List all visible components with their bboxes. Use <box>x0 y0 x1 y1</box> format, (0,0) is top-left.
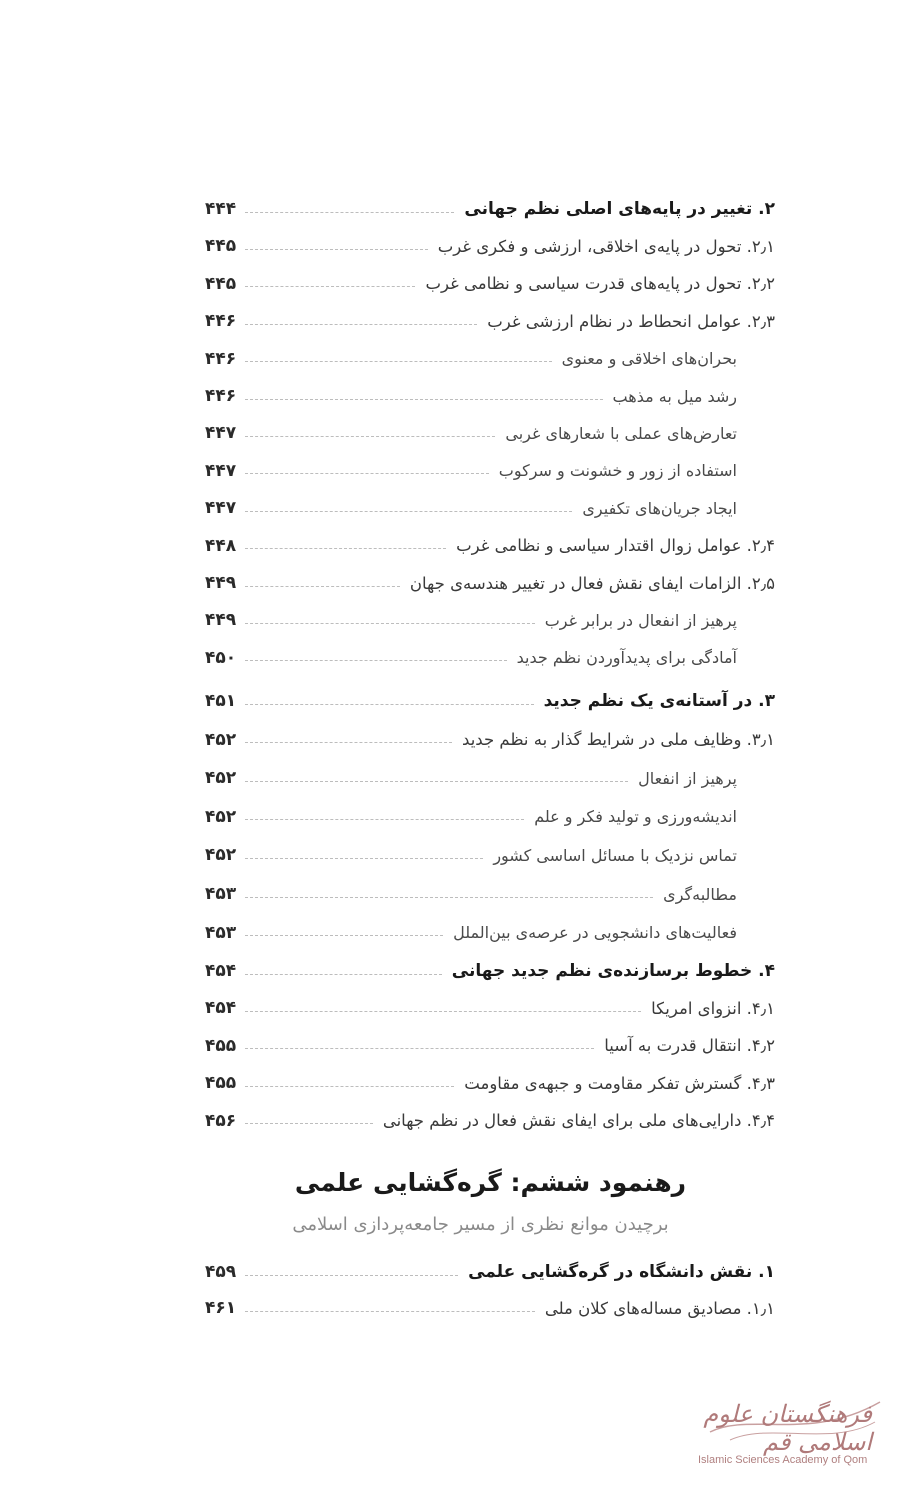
toc-entry <box>205 993 775 1023</box>
chapter-subtitle: برچیدن موانع نظری از مسیر جامعه‌پردازی اسلامی <box>292 1214 669 1235</box>
toc-entry-page: ۴۴۷ <box>205 498 237 519</box>
toc-entry <box>205 1068 775 1098</box>
toc-entry <box>205 1106 775 1136</box>
toc-entry-page: ۴۴۹ <box>205 610 237 631</box>
toc-entry-title: ۲٫۳. عوامل انحطاط در نظام ارزشی غرب <box>487 311 775 331</box>
toc-entry-title: پرهیز از انفعال <box>638 768 737 788</box>
toc-entry-page: ۴۵۲ <box>205 806 237 827</box>
toc-entry-title: تماس نزدیک با مسائل اساسی کشور <box>493 845 737 865</box>
toc-leader-dots <box>245 935 443 936</box>
toc-leader-dots <box>245 361 552 362</box>
toc-entry <box>205 194 775 224</box>
toc-entry-page: ۴۴۷ <box>205 460 237 481</box>
toc-entry-page: ۴۵۵ <box>205 1073 237 1094</box>
toc-leader-dots <box>245 819 524 820</box>
toc-entry <box>205 306 775 336</box>
toc-entry <box>205 1257 775 1287</box>
toc-entry-title: فعالیت‌های دانشجویی در عرصه‌ی بین‌الملل <box>453 923 737 943</box>
toc-entry-page: ۴۵۲ <box>205 768 237 789</box>
toc-entry-title: مطالبه‌گری <box>663 884 737 904</box>
toc-entry-title: ۲. تغییر در پایه‌های اصلی نظم جهانی <box>464 199 775 219</box>
toc-entry <box>205 840 775 870</box>
toc-entry <box>205 802 775 832</box>
toc-entry-title: ۴٫۳. گسترش تفکر مقاومت و جبهه‌ی مقاومت <box>464 1073 775 1093</box>
toc-leader-dots <box>245 1311 535 1312</box>
toc-leader-dots <box>245 1086 454 1087</box>
toc-entry <box>205 956 775 986</box>
toc-entry-page: ۴۴۶ <box>205 348 237 369</box>
toc-entry-page: ۴۴۹ <box>205 573 237 593</box>
toc-leader-dots <box>245 586 400 587</box>
toc-leader-dots <box>245 1275 458 1276</box>
toc-entry <box>205 381 775 411</box>
toc-leader-dots <box>245 548 446 549</box>
toc-entry <box>205 605 775 635</box>
toc-entry-title: ۴. خطوط برسازنده‌ی نظم جدید جهانی <box>451 961 775 981</box>
toc-entry-page: ۴۵۵ <box>205 1035 237 1056</box>
toc-entry <box>205 1293 775 1323</box>
logo-script-text: فرهنگستان علوم اسلامی قم <box>703 1400 872 1456</box>
toc-leader-dots <box>245 511 572 512</box>
toc-entry-title: ۳. در آستانه‌ی یک نظم جدید <box>543 691 775 711</box>
toc-entry-title: پرهیز از انفعال در برابر غرب <box>544 610 737 630</box>
toc-entry-title: استفاده از زور و خشونت و سرکوب <box>498 461 737 481</box>
chapter-title: رهنمود ششم: گره‌گشایی علمی <box>294 1168 687 1197</box>
toc-entry-page: ۴۶۱ <box>205 1298 237 1318</box>
toc-entry <box>205 231 775 261</box>
toc-entry-page: ۴۴۵ <box>205 273 237 294</box>
toc-entry-page: ۴۴۸ <box>205 535 237 556</box>
toc-leader-dots <box>245 704 534 705</box>
toc-leader-dots <box>245 249 428 250</box>
toc-entry-title: ۴٫۴. دارایی‌های ملی برای ایفای نقش فعال در نظم جهانی <box>382 1111 775 1131</box>
toc-entry-page: ۴۵۰ <box>205 647 237 668</box>
toc-entry <box>205 344 775 374</box>
toc-entry-title: ۲٫۲. تحول در پایه‌های قدرت سیاسی و نظامی غرب <box>425 274 775 294</box>
toc-leader-dots <box>245 742 452 743</box>
toc-leader-dots <box>245 286 415 287</box>
toc-entry-page: ۴۵۱ <box>205 691 237 711</box>
toc-entry <box>205 918 775 948</box>
toc-entry-title: ۲٫۵. الزامات ایفای نقش فعال در تغییر هندسه‌ی جهان <box>409 573 775 593</box>
toc-entry <box>205 686 775 716</box>
toc-leader-dots <box>245 399 603 400</box>
toc-entry <box>205 456 775 486</box>
toc-entry-title: ۴٫۲. انتقال قدرت به آسیا <box>604 1036 775 1056</box>
toc-entry <box>205 568 775 598</box>
toc-entry-title: رشد میل به مذهب <box>612 386 737 406</box>
toc-entry <box>205 269 775 299</box>
toc-entry-title: ۱٫۱. مصادیق مساله‌های کلان ملی <box>544 1298 775 1318</box>
toc-entry-title: ایجاد جریان‌های تکفیری <box>582 498 737 518</box>
toc-entry-page: ۴۵۶ <box>205 1110 237 1131</box>
toc-entry-title: اندیشه‌ورزی و تولید فکر و علم <box>534 807 737 827</box>
toc-entry <box>205 1031 775 1061</box>
toc-entry <box>205 493 775 523</box>
toc-entry-title: ۴٫۱. انزوای امریکا <box>651 998 775 1018</box>
toc-leader-dots <box>245 473 489 474</box>
toc-entry-page: ۴۴۷ <box>205 423 237 444</box>
toc-leader-dots <box>245 1048 594 1049</box>
toc-entry-title: آمادگی برای پدیدآوردن نظم جدید <box>516 648 737 668</box>
toc-leader-dots <box>245 436 495 437</box>
toc-entry-page: ۴۴۶ <box>205 311 237 332</box>
toc-entry-page: ۴۴۶ <box>205 386 237 406</box>
academy-logo <box>690 1392 890 1472</box>
toc-leader-dots <box>245 1123 373 1124</box>
toc-leader-dots <box>245 781 628 782</box>
toc-entry-page: ۴۵۲ <box>205 729 237 750</box>
toc-entry-title: ۱. نقش دانشگاه در گره‌گشایی علمی <box>468 1262 775 1282</box>
toc-leader-dots <box>245 212 454 213</box>
toc-entry <box>205 643 775 673</box>
toc-entry <box>205 418 775 448</box>
toc-leader-dots <box>245 974 442 975</box>
toc-entry-title: ۲٫۴. عوامل زوال اقتدار سیاسی و نظامی غرب <box>456 536 775 556</box>
toc-entry-page: ۴۵۹ <box>205 1262 237 1282</box>
toc-leader-dots <box>245 660 507 661</box>
toc-entry <box>205 763 775 793</box>
toc-entry-page: ۴۴۴ <box>205 199 237 219</box>
toc-leader-dots <box>245 897 653 898</box>
toc-leader-dots <box>245 858 483 859</box>
toc-entry <box>205 725 775 755</box>
toc-leader-dots <box>245 1011 641 1012</box>
toc-entry-page: ۴۴۵ <box>205 236 237 257</box>
toc-leader-dots <box>245 623 535 624</box>
toc-entry-title: ۳٫۱. وظایف ملی در شرایط گذار به نظم جدید <box>462 730 775 750</box>
toc-entry-page: ۴۵۳ <box>205 884 237 904</box>
toc-entry <box>205 879 775 909</box>
toc-entry-page: ۴۵۲ <box>205 845 237 866</box>
toc-entry <box>205 531 775 561</box>
toc-entry-title: بحران‌های اخلاقی و معنوی <box>561 349 737 369</box>
toc-entry-title: تعارض‌های عملی با شعارهای غربی <box>505 423 737 443</box>
toc-leader-dots <box>245 324 477 325</box>
toc-entry-title: ۲٫۱. تحول در پایه‌ی اخلاقی، ارزشی و فکری غرب <box>437 236 775 256</box>
logo-english-text: Islamic Sciences Academy of Qom <box>698 1454 868 1466</box>
toc-entry-page: ۴۵۴ <box>205 961 237 981</box>
toc-entry-page: ۴۵۴ <box>205 998 237 1019</box>
toc-entry-page: ۴۵۳ <box>205 922 237 943</box>
